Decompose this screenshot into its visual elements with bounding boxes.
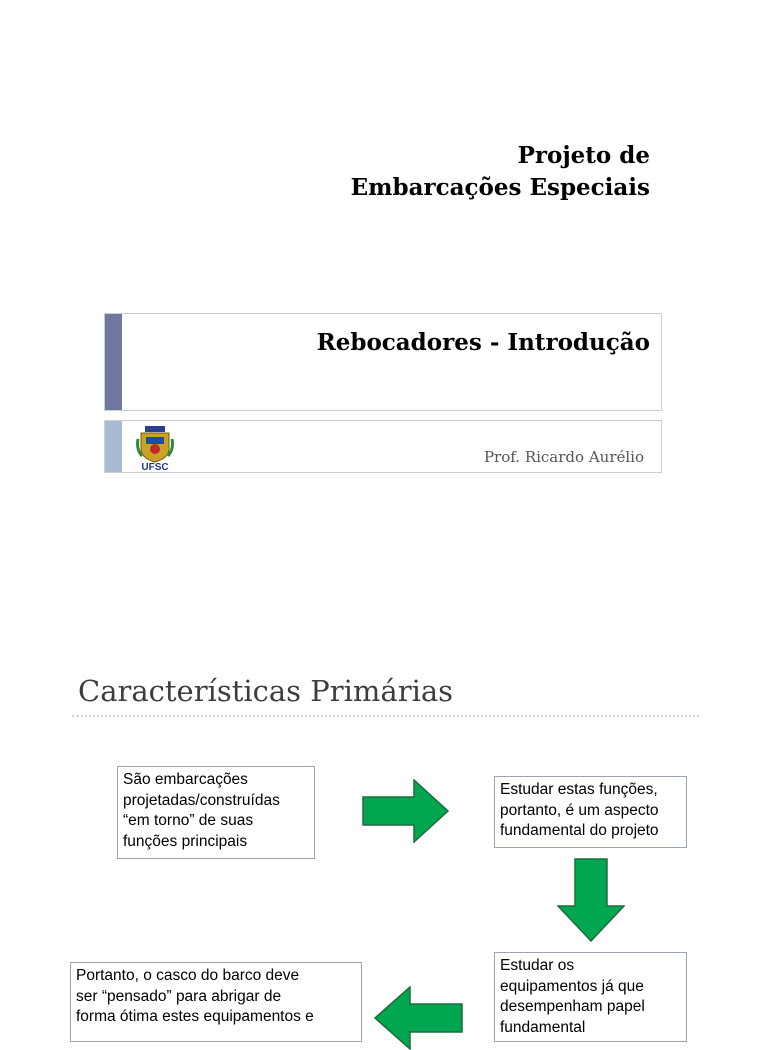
logo-text: UFSC <box>141 462 169 471</box>
flow-box-2: Estudar estas funções, portanto, é um aspecto fundamental do projeto <box>494 776 687 848</box>
author-accent-bar <box>105 421 122 472</box>
arrow-down-icon <box>557 858 625 942</box>
subtitle-accent-bar <box>105 314 122 410</box>
slide-subtitle: Rebocadores - Introdução <box>316 329 650 356</box>
flow-box-1: São embarcações projetadas/construídas “em torno” de suas funções principais <box>117 766 315 859</box>
author-name: Prof. Ricardo Aurélio <box>483 448 644 466</box>
subtitle-box <box>104 313 662 411</box>
presentation-title-line2: Embarcações Especiais <box>350 174 650 201</box>
flow-box-3: Estudar os equipamentos já que desempenham papel fundamental <box>494 952 687 1042</box>
title-divider <box>72 715 699 717</box>
ufsc-logo-icon <box>135 425 175 471</box>
arrow-left-icon <box>374 986 464 1050</box>
flow-box-4: Portanto, o casco do barco deve ser “pensado” para abrigar de forma ótima estes equipamentos e <box>70 962 362 1042</box>
presentation-title <box>351 140 650 204</box>
presentation-title-line1: Projeto de <box>517 142 650 169</box>
author-box <box>104 420 662 473</box>
arrow-right-icon <box>362 779 450 843</box>
slide-title: Características Primárias <box>78 674 454 708</box>
